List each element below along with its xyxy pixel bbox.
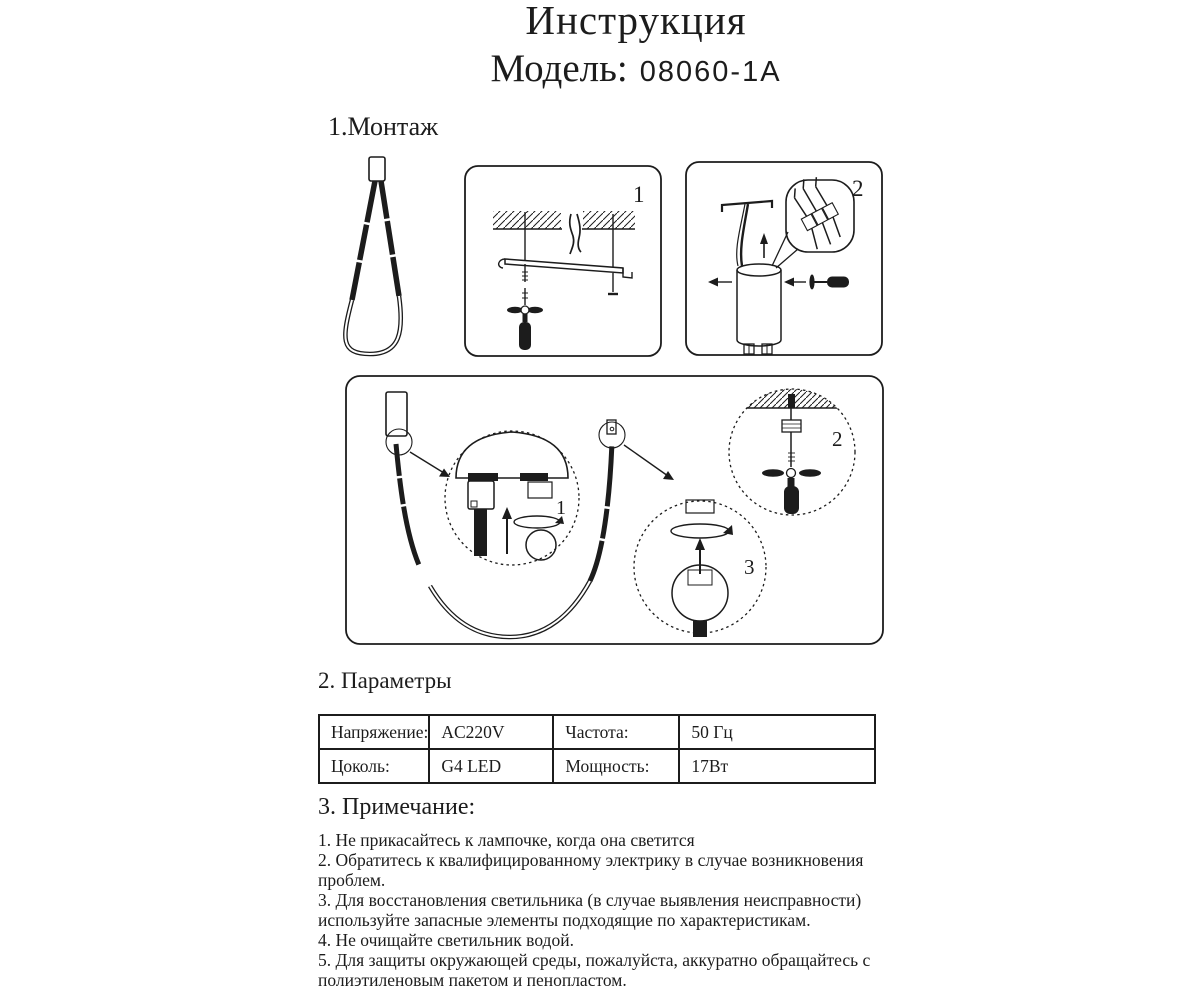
up-arrow [760,233,768,258]
pendant-lamp-figure [330,146,450,362]
screw-left-thread [522,264,528,305]
param-label-cell: Цоколь: [319,749,429,783]
param-label-cell: Напряжение: [319,715,429,749]
note-item: 3. Для восстановления светильника (в случае выявления неисправности) используйте запасные элементы подходящие по характеристикам. [318,890,862,930]
step-1-label: 1 [633,182,645,207]
note-item: 4. Не очищайте светильник водой. [318,930,574,950]
canopy-cup [737,264,781,354]
table-row [319,749,875,783]
detail-circle-3 [634,500,766,637]
note-item: 1. Не прикасайтесь к лампочке, когда она светится [318,830,695,850]
param-value-cell: 17Вт [679,749,875,783]
model-number: 08060-1A [639,56,782,88]
detail-circle-1 [445,431,579,565]
note-item: 2. Обратитесь к квалифицированному электрику в случае возникновения проблем. [318,850,864,890]
notes-list [318,830,886,990]
callout-arrow-right [624,445,674,480]
side-screw-arrows [708,278,806,287]
terminal-block-callout [772,173,854,268]
lamp-loop-cable [345,181,400,354]
mounting-bracket [499,259,632,278]
montage-step-2-panel [684,160,884,357]
table-row [319,715,875,749]
montage-step-1-panel [463,164,663,358]
step-2-label: 2 [852,176,864,201]
param-label-cell: Частота: [553,715,679,749]
screwdriver-icon [519,314,531,350]
param-value-cell: 50 Гц [679,715,875,749]
model-line [336,46,936,91]
screw-right [608,273,618,294]
model-label: Модель: [490,47,628,90]
page-title: Инструкция [525,0,747,43]
param-label-cell: Мощность: [553,749,679,783]
wing-nut [507,306,543,314]
detail-circle-2 [728,386,856,515]
ceiling-hatch [493,209,635,231]
param-value-cell: G4 LED [429,749,553,783]
params-heading: 2. Параметры [318,668,452,693]
montage-detail-panel [344,374,885,646]
detail-3-label: 3 [744,555,755,579]
params-table [318,714,876,784]
note-item: 5. Для защиты окружающей среды, пожалуйста, аккуратно обращайтесь с полиэтиленовым пакетом и пенопластом. [318,950,871,990]
param-value-cell: AC220V [429,715,553,749]
detail-1-label: 1 [556,497,566,519]
lamp-canopy [369,157,385,181]
screwdriver-icon [809,275,849,290]
callout-arrow-left [410,452,450,477]
detail-2-label: 2 [832,427,843,451]
montage-heading: 1.Монтаж [328,112,439,141]
notes-heading: 3. Примечание: [318,794,476,820]
